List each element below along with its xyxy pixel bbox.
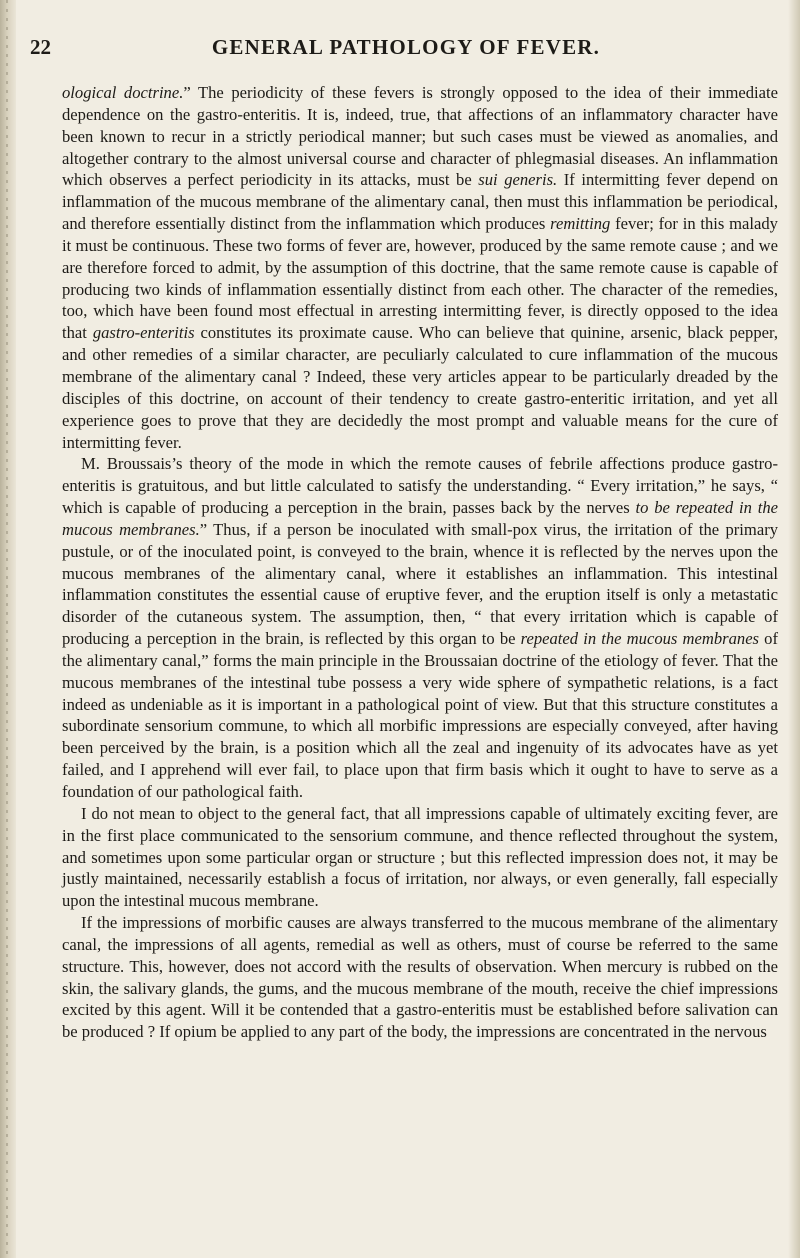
text-run: I do not mean to object to the general fact, that all impressions capable of ultimately exciting fever, are in the first place communicated to the sensorium commune, and thence reflected throughout the system, and sometimes upon some particular organ or structure ; but this reflected impression does not, it may be justly maintained, necessarily establish a focus of irritation, nor always, or even generally, fall especially upon the intestinal mucous membrane. xyxy=(62,803,778,911)
text-run: If the impressions of morbific causes are always transferred to the mucous membrane of the alimentary canal, the impressions of all agents, remedial as well as others, must of course be referred to the same structure. This, however, does not accord with the results of observation. When mercury is rubbed on the skin, the salivary glands, the gums, and the mucous membrane of the mouth, receive the chief impressions excited by this agent. Will it be contended that a gastro-enteritis must be established before salivation can be produced ? If opium be applied to any part of the body, the impressions are concentrated in the nervous xyxy=(62,913,778,1042)
running-title: GENERAL PATHOLOGY OF FEVER. xyxy=(211,35,601,59)
italic-run: ological doctrine. xyxy=(62,83,184,102)
italic-run: sui generis. xyxy=(478,170,558,190)
italic-run: repeated in the mucous membranes xyxy=(520,629,760,649)
page-edge-shadow xyxy=(788,0,800,1258)
italic-run: gastro-enteritis xyxy=(92,323,195,343)
text-run: If intermitting fever depend on inflammation of the mucous membrane of the alimentary canal, then must this inflammation be periodical, and therefore essentially distinct from the inflammation which produces xyxy=(62,170,778,234)
paragraph xyxy=(62,912,778,1043)
text-run: constitutes its proximate cause. Who can believe that quinine, arsenic, black pepper, and other remedies of a similar character, are peculiarly calculated to cure inflammation of the mucous membrane of the alimentary canal ? Indeed, these very articles appear to be particularly dreaded by the disciples of this doctrine, on account of their tendency to create gastro-enteritic irritation, and yet all experience goes to prove that they are decidedly the most prompt and valuable means for the cure of intermitting fever. xyxy=(62,323,778,452)
book-binding-edge xyxy=(0,0,16,1258)
paragraph xyxy=(62,803,778,912)
page-number: 22 xyxy=(30,35,51,59)
body-text xyxy=(62,82,778,1043)
text-run: of the alimentary canal,” forms the main principle in the Broussaian doctrine of the etiology of fever. That the mucous membranes of the intestinal tube possess a very wide sphere of sympathetic relations, is a fact indeed as undeniable as it is important in a pathological point of view. But that this structure constitutes a subordinate sensorium commune, to which all morbific impressions are especially conveyed, after having been perceived by the brain, is a position which all the zeal and ingenuity of its advocates have as yet failed, and I apprehend will ever fail, to place upon that firm basis which it ought to have to serve as a foundation of our pathological faith. xyxy=(62,629,778,801)
text-run: M. Broussais’s theory of the mode in which the remote causes of febrile affections produce gastro-enteritis is gratuitous, and but little calculated to satisfy the understanding. “ Every irritation,” he says, “ which is capable of producing a perception in the brain, passes back by the nerves xyxy=(62,454,778,518)
text-run: fever; for in this malady it must be continuous. These two forms of fever are, however, produced by the same remote cause ; and we are therefore forced to admit, by the assumption of this doctrine, that the same remote cause is capable of producing two kinds of inflammation essentially distinct from each other. The character of the remedies, too, which have been found most effectual in arresting intermitting fever, is directly opposed to the idea that xyxy=(62,214,778,343)
paragraph xyxy=(62,82,778,453)
paragraph xyxy=(62,453,778,803)
italic-run: to be repeated in the mucous membranes. xyxy=(62,498,778,539)
italic-run: remitting xyxy=(550,214,611,234)
text-run: ” Thus, if a person be inoculated with small-pox virus, the irritation of the primary pustule, or of the inoculated point, is conveyed to the brain, whence it is reflected by the nerves upon the mucous membranes of the alimentary canal, where it establishes an inflammation. This intestinal inflammation constitutes the essential cause of eruptive fever, and the eruption itself is only a metastatic disorder of the cutaneous system. The assumption, then, “ that every irritation which is capable of producing a perception in the brain, is reflected by this organ to be xyxy=(62,519,779,649)
text-run: ” The periodicity of these fevers is strongly opposed to the idea of their immediate dependence on the gastro-enteritis. It is, indeed, true, that affections of an inflammatory character have been known to recur in a strictly periodical manner; but such cases must be viewed as anomalies, and altogether contrary to the almost universal course and character of phlegmasial diseases. An inflammation which observes a perfect periodicity in its attacks, must be xyxy=(62,83,778,190)
page-header xyxy=(30,35,782,61)
